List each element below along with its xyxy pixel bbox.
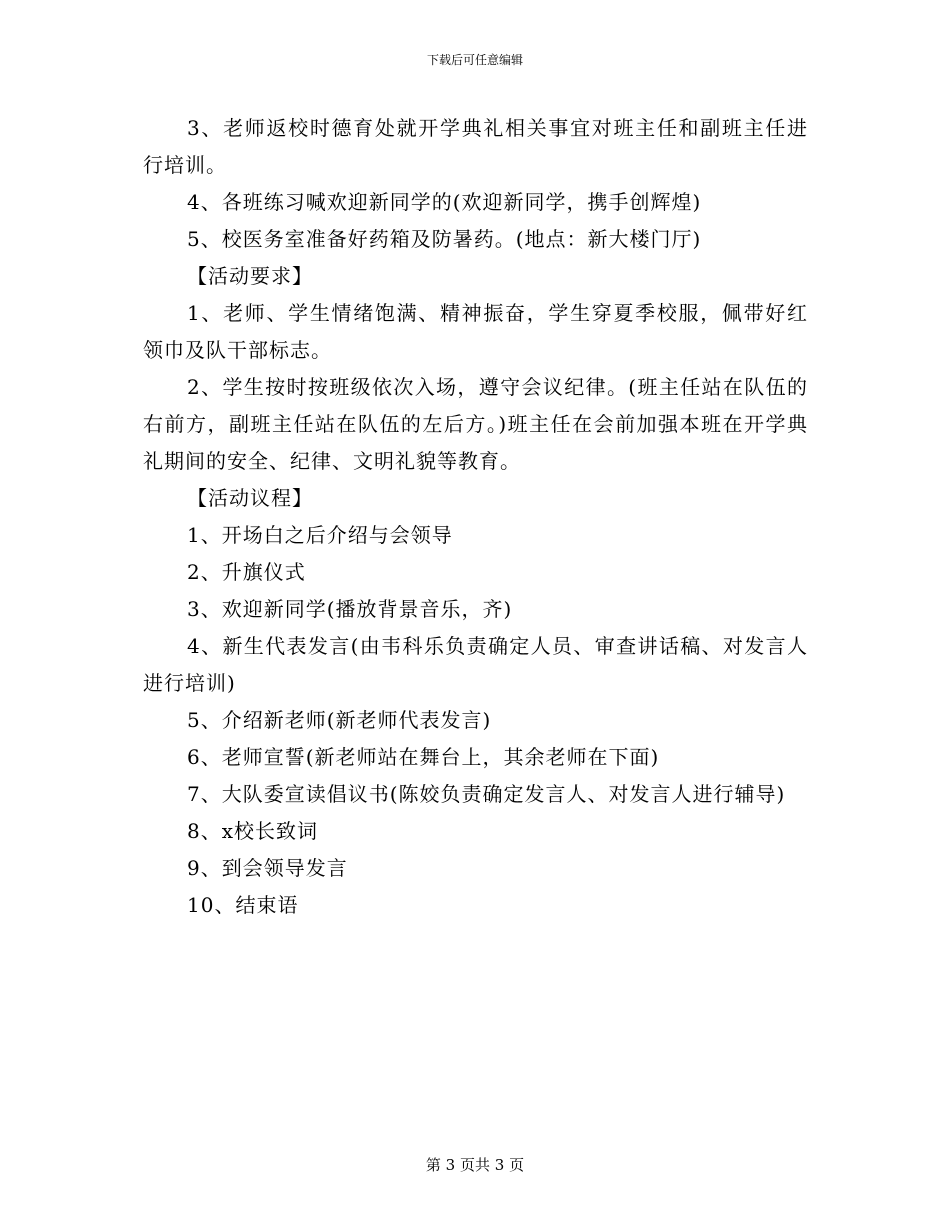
agenda-item-10: 10、结束语 [187, 893, 299, 917]
agenda-item-8: 8、x校长致词 [187, 819, 319, 843]
paragraph-requirement-2: 2、学生按时按班级依次入场，遵守会议纪律。(班主任站在队伍的右前方，副班主任站在队伍的左后方。)班主任在会前加强本班在开学典礼期间的安全、纪律、文明礼貌等教育。 [143, 375, 808, 473]
agenda-item-9: 9、到会领导发言 [187, 856, 348, 880]
page-footer: 第 3 页共 3 页 [425, 1156, 525, 1174]
paragraph-preparation-4: 4、各班练习喊欢迎新同学的(欢迎新同学，携手创辉煌) [187, 190, 702, 214]
paragraph-requirement-1: 1、老师、学生情绪饱满、精神振奋，学生穿夏季校服，佩带好红领巾及队干部标志。 [143, 301, 808, 362]
agenda-item-2: 2、升旗仪式 [187, 560, 306, 584]
agenda-item-5: 5、介绍新老师(新老师代表发言) [187, 708, 492, 732]
section-heading-agenda: 【活动议程】 [187, 486, 313, 510]
agenda-item-4: 4、新生代表发言(由韦科乐负责确定人员、审查讲话稿、对发言人进行培训) [143, 634, 808, 695]
section-heading-requirements: 【活动要求】 [187, 264, 313, 288]
paragraph-preparation-3: 3、老师返校时德育处就开学典礼相关事宜对班主任和副班主任进行培训。 [143, 116, 808, 177]
agenda-item-6: 6、老师宣誓(新老师站在舞台上，其余老师在下面) [187, 745, 660, 769]
agenda-item-7: 7、大队委宣读倡议书(陈姣负责确定发言人、对发言人进行辅导) [187, 782, 786, 806]
agenda-item-1: 1、开场白之后介绍与会领导 [187, 523, 453, 547]
document-body [143, 110, 808, 924]
page-header: 下载后可任意编辑 [426, 53, 523, 67]
paragraph-preparation-5: 5、校医务室准备好药箱及防暑药。(地点：新大楼门厅) [187, 227, 702, 251]
agenda-item-3: 3、欢迎新同学(播放背景音乐，齐) [187, 597, 513, 621]
